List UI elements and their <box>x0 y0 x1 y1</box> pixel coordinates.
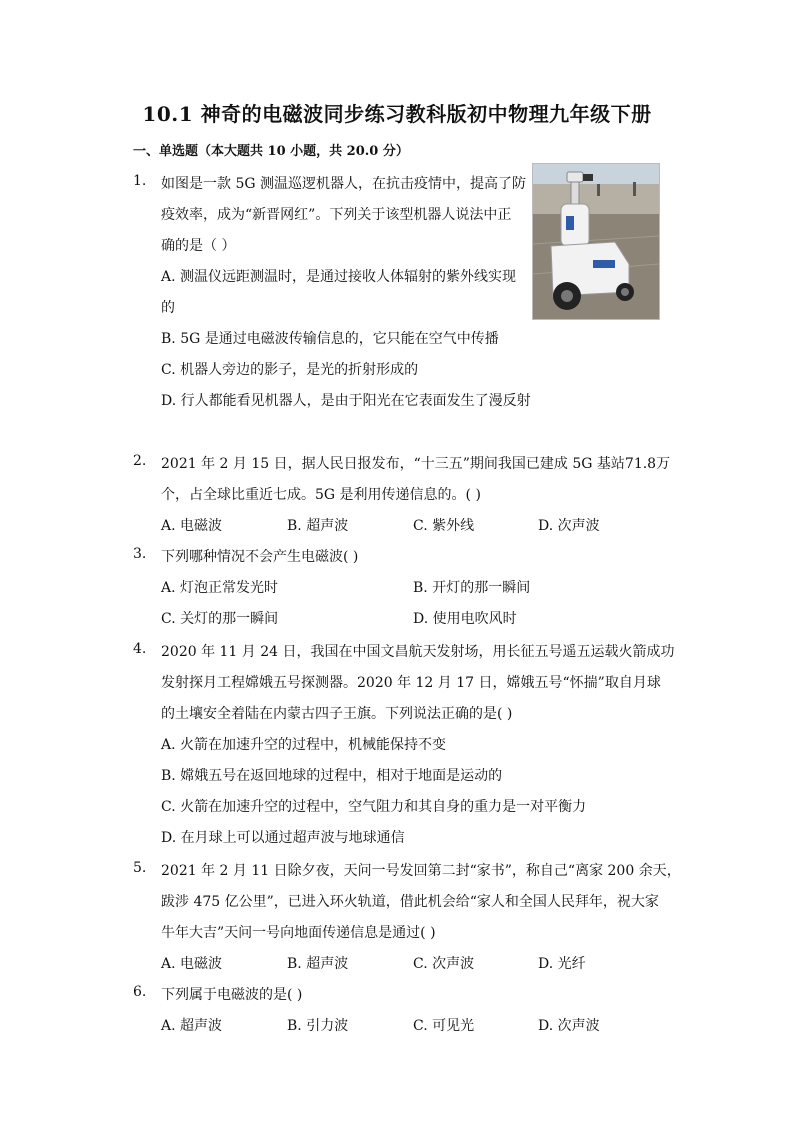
q2-option-b: B. 超声波 <box>287 518 349 534</box>
q1-option-a-line-1: A. 测温仪远距测温时，是通过接收人体辐射的紫外线实现 <box>161 269 517 285</box>
q2-option-c: C. 紫外线 <box>413 518 475 534</box>
q5-option-a: A. 电磁波 <box>161 956 223 972</box>
q6-option-d: D. 次声波 <box>538 1018 600 1034</box>
q2-option-d: D. 次声波 <box>538 518 600 534</box>
q6-option-b: B. 引力波 <box>287 1018 349 1034</box>
q6-option-c: C. 可见光 <box>413 1018 475 1034</box>
q4-stem-line-3: 的土壤安全着陆在内蒙古四子王旗。下列说法正确的是( ) <box>161 706 513 722</box>
q1-option-b: B. 5G 是通过电磁波传输信息的，它只能在空气中传播 <box>161 331 499 347</box>
robot-photo <box>532 163 660 320</box>
q1-stem-line-2: 疫效率，成为“新晋网红”。下列关于该型机器人说法中正 <box>161 207 512 223</box>
q4-number: 4. <box>133 641 147 657</box>
q2-stem-line-2: 个，占全球比重近七成。5G 是利用传递信息的。( ) <box>161 487 481 503</box>
q5-stem-line-1: 2021 年 2 月 11 日除夕夜，天问一号发回第二封“家书”，称自己“离家 200 余天， <box>161 863 681 879</box>
q5-option-d: D. 光纤 <box>538 956 586 972</box>
q1-option-a-line-2: 的 <box>161 300 175 316</box>
q1-number: 1. <box>133 173 147 189</box>
q3-stem: 下列哪种情况不会产生电磁波( ) <box>161 549 359 565</box>
q4-option-d: D. 在月球上可以通过超声波与地球通信 <box>161 830 405 846</box>
q1-option-c: C. 机器人旁边的影子，是光的折射形成的 <box>161 362 419 378</box>
q4-stem-line-1: 2020 年 11 月 24 日，我国在中国文昌航天发射场，用长征五号遥五运载火箭成功 <box>161 644 675 660</box>
q4-stem-line-2: 发射探月工程嫦娥五号探测器。2020 年 12 月 17 日，嫦娥五号“怀揣”取自月球 <box>161 675 661 691</box>
q6-stem: 下列属于电磁波的是( ) <box>161 987 303 1003</box>
q1-option-d: D. 行人都能看见机器人，是由于阳光在它表面发生了漫反射 <box>161 393 531 409</box>
q3-option-c: C. 关灯的那一瞬间 <box>161 611 279 627</box>
q2-stem-line-1: 2021 年 2 月 15 日，据人民日报发布，“十三五”期间我国已建成 5G 基站71.8万 <box>161 456 671 472</box>
q4-option-a: A. 火箭在加速升空的过程中，机械能保持不变 <box>161 737 447 753</box>
q1-stem-line-1: 如图是一款 5G 测温巡逻机器人，在抗击疫情中，提高了防 <box>161 176 526 192</box>
q3-number: 3. <box>133 546 147 562</box>
q3-option-a: A. 灯泡正常发光时 <box>161 580 279 596</box>
q6-number: 6. <box>133 984 147 1000</box>
q5-option-b: B. 超声波 <box>287 956 349 972</box>
q2-number: 2. <box>133 453 147 469</box>
q2-option-a: A. 电磁波 <box>161 518 223 534</box>
q5-stem-line-2: 跋涉 475 亿公里”，已进入环火轨道，借此机会给“家人和全国人民拜年，祝大家 <box>161 894 659 910</box>
q4-option-c: C. 火箭在加速升空的过程中，空气阻力和其自身的重力是一对平衡力 <box>161 799 587 815</box>
q6-option-a: A. 超声波 <box>161 1018 223 1034</box>
q3-option-d: D. 使用电吹风时 <box>413 611 517 627</box>
q1-stem-line-3: 确的是（ ） <box>161 238 236 254</box>
page-title: 10.1 神奇的电磁波同步练习教科版初中物理九年级下册 <box>142 102 652 126</box>
q5-number: 5. <box>133 860 147 876</box>
q3-option-b: B. 开灯的那一瞬间 <box>413 580 531 596</box>
q5-option-c: C. 次声波 <box>413 956 475 972</box>
section-heading: 一、单选题（本大题共 10 小题，共 20.0 分） <box>133 144 409 159</box>
q4-option-b: B. 嫦娥五号在返回地球的过程中，相对于地面是运动的 <box>161 768 503 784</box>
q5-stem-line-3: 牛年大吉”天问一号向地面传递信息是通过( ) <box>161 925 436 941</box>
